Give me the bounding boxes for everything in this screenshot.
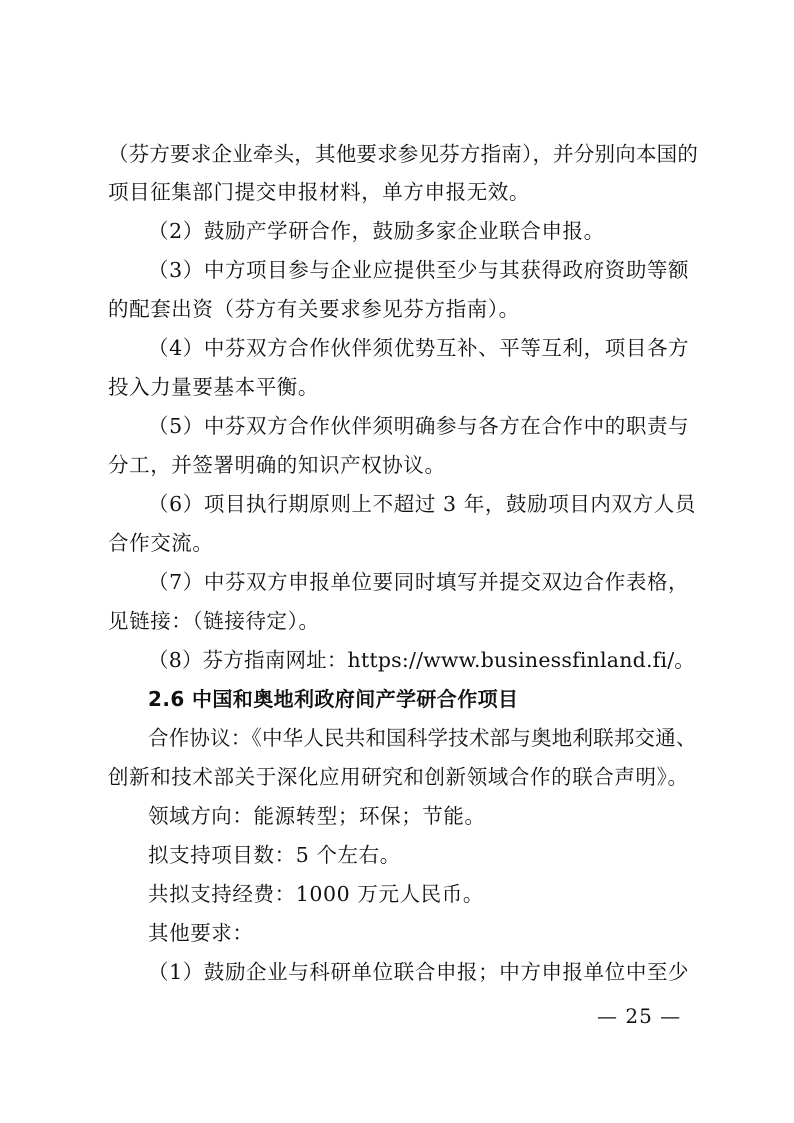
text-line: （8）芬方指南网址：https://www.businessfinland.fi/。 xyxy=(148,648,696,672)
text-line: 见链接：（链接待定）。 xyxy=(108,609,320,633)
text-line: 项目征集部门提交申报材料，单方申报无效。 xyxy=(108,180,530,204)
text-line: 创新和技术部关于深化应用研究和创新领域合作的联合声明》。 xyxy=(108,765,689,789)
text-line: 的配套出资（芬方有关要求参见芬方指南）。 xyxy=(108,297,520,321)
text-line: （6）项目执行期原则上不超过 3 年，鼓励项目内双方人员 xyxy=(148,492,696,516)
text-line: 领域方向：能源转型；环保；节能。 xyxy=(148,804,486,828)
text-line: 合作协议：《中华人民共和国科学技术部与奥地利联邦交通、 xyxy=(148,726,697,750)
text-line: （7）中芬双方申报单位要同时填写并提交双边合作表格， xyxy=(148,570,690,594)
text-line: （5）中芬双方合作伙伴须明确参与各方在合作中的职责与 xyxy=(148,414,690,438)
text-line: （4）中芬双方合作伙伴须优势互补、平等互利，项目各方 xyxy=(148,336,690,360)
text-line: 投入力量要基本平衡。 xyxy=(108,375,319,399)
text-line: （芬方要求企业牵头，其他要求参见芬方指南），并分别向本国的 xyxy=(108,142,699,166)
text-line: （2）鼓励产学研合作，鼓励多家企业联合申报。 xyxy=(148,219,605,243)
text-line: 其他要求： xyxy=(148,921,254,945)
text-line: （3）中方项目参与企业应提供至少与其获得政府资助等额 xyxy=(148,258,690,282)
section-heading: 2.6 中国和奥地利政府间产学研合作项目 xyxy=(148,687,519,711)
page-number: — 25 — xyxy=(597,1004,682,1028)
text-line: （1）鼓励企业与科研单位联合申报；中方申报单位中至少 xyxy=(148,960,690,984)
text-line: 合作交流。 xyxy=(108,531,214,555)
text-line: 拟支持项目数：5 个左右。 xyxy=(148,843,401,867)
text-line: 共拟支持经费：1000 万元人民币。 xyxy=(148,882,484,906)
text-line: 分工，并签署明确的知识产权协议。 xyxy=(108,453,446,477)
